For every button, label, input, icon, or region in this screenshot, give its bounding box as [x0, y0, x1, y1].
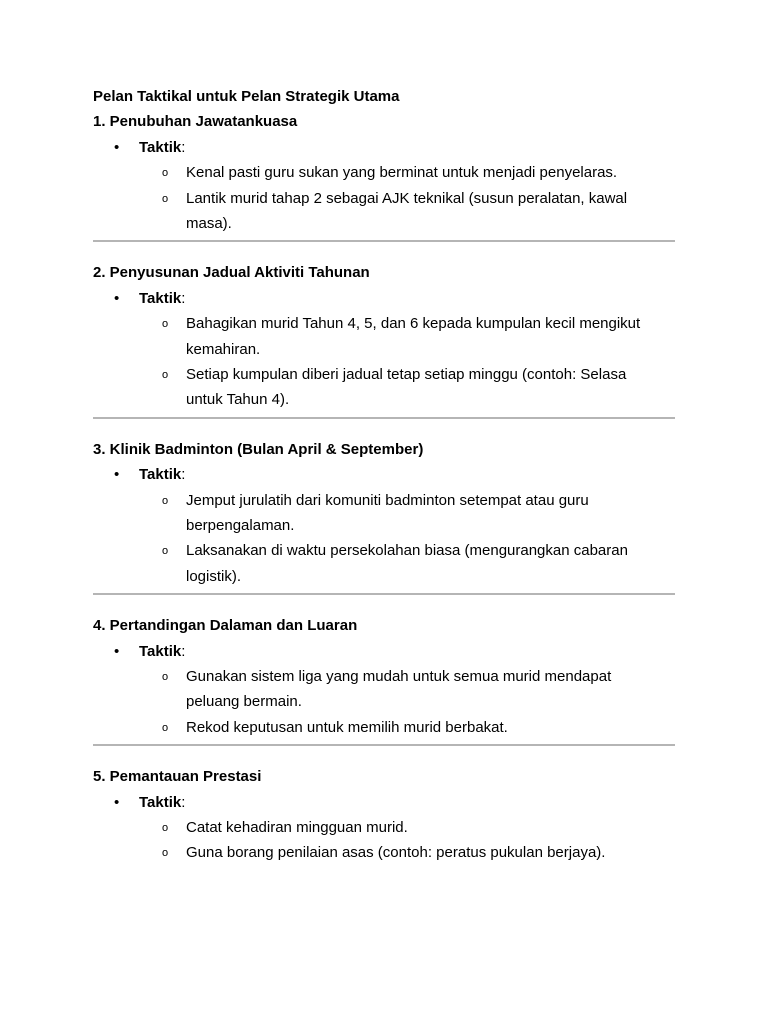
sub-marker: o	[162, 167, 169, 180]
section-heading: 3. Klinik Badminton (Bulan April & September)	[93, 440, 424, 458]
sub-item-text: Setiap kumpulan diberi jadual tetap setiap minggu (contoh: Selasa untuk Tahun 4).	[186, 365, 627, 409]
sub-marker: o	[162, 368, 169, 381]
sub-marker: o	[162, 545, 169, 558]
bullet-label: Taktik	[139, 138, 182, 156]
bullet-item	[93, 286, 675, 311]
sub-item-text: Laksanakan di waktu persekolahan biasa (mengurangkan cabaran logistik).	[186, 542, 628, 585]
horizontal-divider	[93, 240, 675, 242]
section-heading: 2. Penyusunan Jadual Aktiviti Tahunan	[93, 264, 370, 282]
bullet-item	[93, 462, 675, 487]
horizontal-divider	[93, 417, 675, 419]
sub-marker: o	[162, 821, 169, 834]
section-5	[93, 764, 675, 866]
bullet-colon: :	[181, 466, 186, 484]
section-3	[93, 437, 675, 595]
section-1	[93, 109, 675, 242]
sub-list-item	[93, 362, 675, 413]
bullet-label: Taktik	[139, 793, 182, 811]
sub-list-item	[93, 186, 675, 237]
section-heading: 1. Penubuhan Jawatankuasa	[93, 113, 298, 131]
sub-list-item	[93, 160, 675, 185]
sub-item-text: Jemput jurulatih dari komuniti badminton setempat atau guru berpengalaman.	[186, 491, 589, 534]
sub-marker: o	[162, 192, 169, 205]
bullet-item	[93, 790, 675, 815]
bullet-marker: •	[114, 793, 120, 811]
sub-list-item	[93, 311, 675, 362]
horizontal-divider	[93, 593, 675, 595]
bullet-label: Taktik	[139, 289, 182, 307]
bullet-colon: :	[181, 138, 186, 156]
sub-list-item	[93, 488, 675, 539]
sub-list-item	[93, 840, 675, 865]
bullet-marker: •	[114, 289, 120, 307]
bullet-item	[93, 135, 675, 160]
sub-marker: o	[162, 670, 169, 683]
sub-marker: o	[162, 494, 169, 507]
sub-item-text: Bahagikan murid Tahun 4, 5, dan 6 kepada kumpulan kecil mengikut kemahiran.	[186, 315, 641, 358]
section-4	[93, 613, 675, 746]
bullet-colon: :	[181, 289, 186, 307]
document-page	[93, 84, 675, 866]
bullet-colon: :	[181, 793, 186, 811]
bullet-marker: •	[114, 642, 120, 660]
sub-list-item	[93, 715, 675, 740]
sub-marker: o	[162, 721, 169, 734]
sub-item-text: Catat kehadiran mingguan murid.	[186, 818, 408, 836]
sub-item-text: Rekod keputusan untuk memilih murid berbakat.	[186, 718, 508, 736]
document-title: Pelan Taktikal untuk Pelan Strategik Utama	[93, 88, 400, 105]
sub-list-item	[93, 815, 675, 840]
bullet-item	[93, 639, 675, 664]
sub-item-text: Guna borang penilaian asas (contoh: peratus pukulan berjaya).	[186, 844, 606, 862]
bullet-colon: :	[181, 642, 186, 660]
sub-item-text: Lantik murid tahap 2 sebagai AJK teknikal (susun peralatan, kawal masa).	[186, 189, 628, 232]
bullet-marker: •	[114, 466, 120, 484]
sub-item-text: Kenal pasti guru sukan yang berminat untuk menjadi penyelaras.	[186, 164, 618, 182]
sub-list-item	[93, 538, 675, 589]
section-2	[93, 260, 675, 418]
bullet-label: Taktik	[139, 642, 182, 660]
sub-marker: o	[162, 318, 169, 331]
horizontal-divider	[93, 744, 675, 746]
section-heading: 5. Pemantauan Prestasi	[93, 768, 262, 786]
sub-list-item	[93, 664, 675, 715]
sub-item-text: Gunakan sistem liga yang mudah untuk semua murid mendapat peluang bermain.	[186, 667, 612, 711]
section-heading: 4. Pertandingan Dalaman dan Luaran	[93, 617, 358, 635]
bullet-label: Taktik	[139, 466, 182, 484]
sub-marker: o	[162, 847, 169, 860]
bullet-marker: •	[114, 138, 120, 156]
